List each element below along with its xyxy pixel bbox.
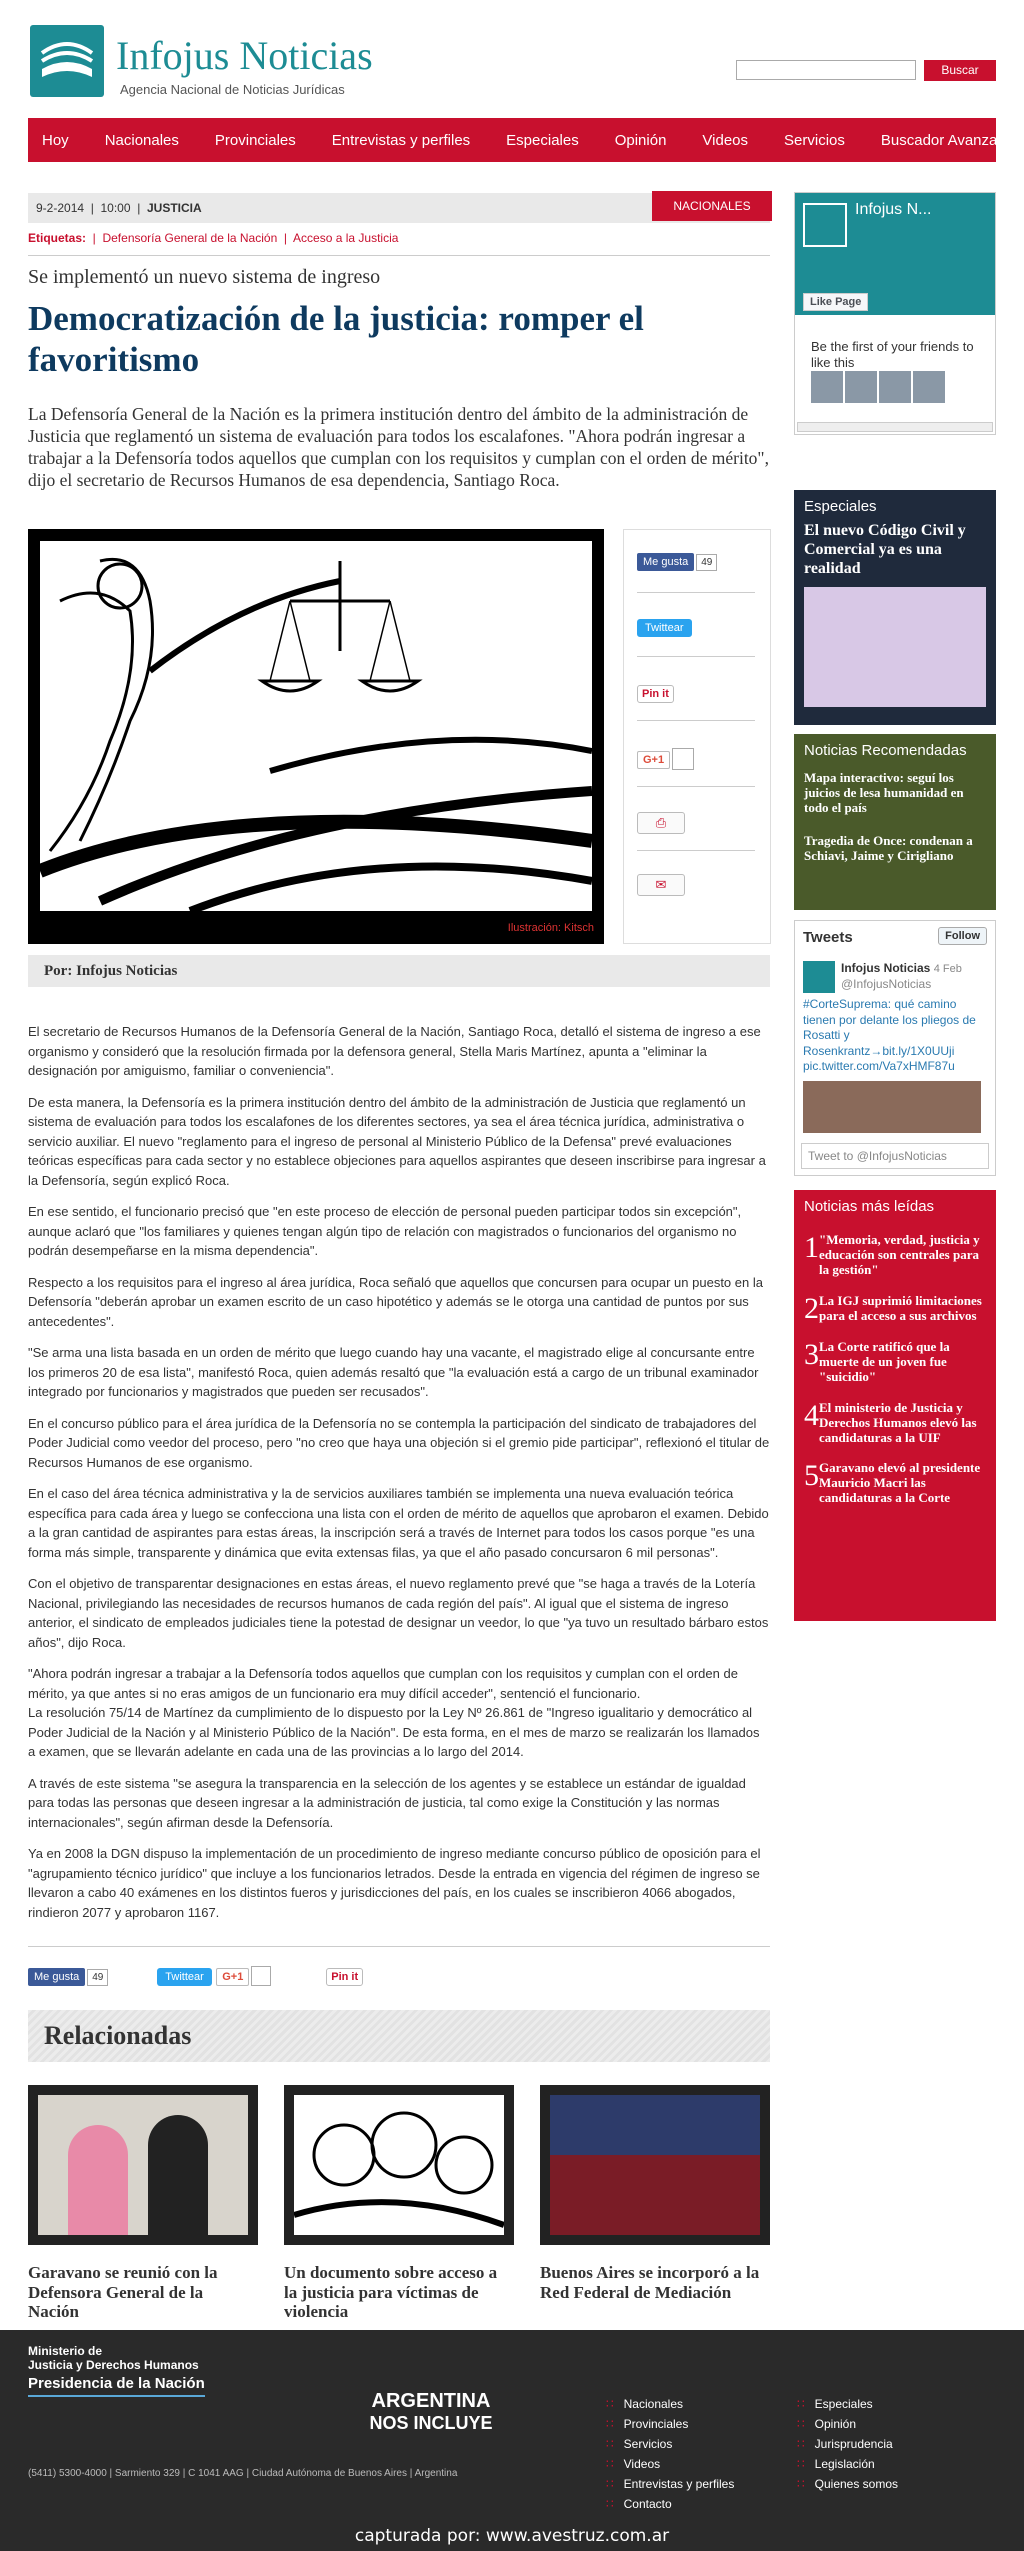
recommended-item[interactable]: Tragedia de Once: condenan a Schiavi, Jaime y Cirigliano [804,832,973,863]
main-nav [28,118,1015,162]
most-read-item[interactable] [794,1334,996,1395]
paragraph: En el caso del área técnica administrativa y la de servicios auxiliares también se implementa una nueva evaluación teórica específica para cada área y luego se confecciona una lista con el orden de mérito de aquellos que aprobaron el examen. Debido a la gran cantidad de aspirantes para estas áreas, la inscripción será a través de Internet para todos los casos porque "es una forma más simple, transparente y dinámica que evita extensas filas, ya que el año pasado concursaron 6 mil personas". [28,1486,769,1560]
paragraph: Respecto a los requisitos para el ingreso al área jurídica, Roca señaló que aquellos que concursen para ocupar un puesto en la Defensoría "deberán aprobar un examen escrito de un caso hipotético y además se le otorga una cantidad de puntos por sus antecedentes". [28,1274,763,1329]
tweet-handle[interactable]: @InfojusNoticias [841,976,932,991]
footer-link[interactable]: ∷ Entrevistas y perfiles [606,2474,734,2494]
tweet-text: #CorteSuprema: qué camino tienen por delante los pliegos de Rosatti y Rosenkrantz→bit.ly/1X0UUji pic.twitter.com/Va7xHMF87u [803,997,976,1074]
tweets-heading: Tweets [803,929,853,946]
gplus-button[interactable]: G+1 [637,751,670,769]
search-button[interactable]: Buscar [924,60,996,81]
footer-link[interactable]: ∷ Contacto [606,2494,734,2514]
footer-link[interactable]: ∷ Nacionales [606,2394,734,2414]
most-read-box [794,1190,996,1621]
follow-button[interactable]: Follow [938,927,987,945]
footer-link[interactable]: ∷ Especiales [797,2394,898,2414]
divider [28,1946,770,1947]
divider [637,720,755,721]
search-input[interactable] [736,60,916,80]
print-icon[interactable]: ⎙ [637,812,685,834]
gplus-count [251,1966,271,1986]
site-logo[interactable] [28,22,408,102]
article-section: JUSTICIA [146,201,202,215]
brand-name: Infojus Noticias [116,33,373,78]
article-kicker: Se implementó un nuevo sistema de ingreso [28,266,381,288]
footer-links-col1 [606,2394,734,2514]
slogan-logo [366,2390,496,2434]
nav-item-opinion[interactable]: Opinión [614,131,667,149]
fb-like-row [637,552,755,571]
related-title[interactable]: Un documento sobre acceso a la justicia para víctimas de violencia [284,2263,498,2322]
slogan-line: NOS INCLUYE [369,2413,493,2433]
footer-link[interactable]: ∷ Opinión [797,2414,898,2434]
recommended-item[interactable]: Mapa interactivo: seguí los juicios de lesa humanidad en todo el país [804,770,964,815]
twitter-widget [794,920,996,1176]
related-title[interactable]: Buenos Aires se incorporó a la Red Federal de Mediación [540,2263,760,2302]
related-photo [284,2085,514,2245]
facebook-widget [794,192,996,435]
avatar[interactable] [913,371,945,403]
avatar[interactable] [811,371,843,403]
most-read-title[interactable]: Garavano elevó al presidente Mauricio Macri las candidaturas a la Corte [819,1460,981,1506]
tweet-user[interactable]: Infojus Noticias [841,961,931,975]
ministry-logo[interactable] [28,2344,205,2397]
gplus-button[interactable]: G+1 [216,1968,249,1986]
lady-justice-illustration [40,541,592,911]
book-logo-icon [30,25,104,97]
fb-page-name[interactable]: Infojus N... [855,201,932,218]
nav-item-videos[interactable]: Videos [702,131,749,149]
slogan-line: ARGENTINA [371,2390,491,2412]
divider [637,786,755,787]
nav-item-servicios[interactable]: Servicios [784,131,845,149]
fb-friends-text: Be the first of your friends to like this [811,339,974,370]
tag-link[interactable]: Defensoría General de la Nación [102,231,278,245]
tweet-compose-input[interactable]: Tweet to @InfojusNoticias [801,1143,989,1169]
divider [28,255,770,256]
most-read-heading: Noticias más leídas [804,1198,935,1215]
fb-cover[interactable] [795,193,995,315]
paragraph: El secretario de Recursos Humanos de la Defensoría General de la Nación, Santiago Roca, detalló el sistema de ingreso a ese organismo y consideró que la resolución firmada por la defensora general, Stella Maris Martínez, apunta a "eliminar la designación por amiguismo, familiar o conveniencia". [28,1024,761,1078]
tweet [803,961,981,1133]
tweet-button[interactable]: Twittear [157,1968,212,1986]
especiales-box[interactable] [794,490,996,725]
nav-item-nacionales[interactable]: Nacionales [104,131,179,149]
brand-tagline: Agencia Nacional de Noticias Jurídicas [120,82,345,97]
rank-number: 1 [804,1231,819,1264]
bottom-share-bar [28,1966,448,1988]
most-read-item[interactable] [794,1227,996,1288]
tweet-button[interactable]: Twittear [637,619,692,637]
most-read-item[interactable] [794,1455,996,1516]
article-body [28,1022,770,1934]
article-date: 9-2-2014 [36,201,85,215]
divider [637,592,755,593]
related-heading: Relacionadas [28,2010,770,2062]
fb-like-button[interactable]: Me gusta [28,1968,85,1986]
paragraph: "Se arma una lista basada en un orden de mérito que luego cuando hay una vacante, el magistrado elige al concursante entre los primeros 20 de esa lista", manifestó Roca, quien además resaltó que "la evaluación está a cargo de un tribunal examinador integrado por funcionarios y magistrados que pueden ser recusados". [28,1345,759,1399]
footer-link[interactable]: ∷ Legislación [797,2454,898,2474]
paragraph: A través de este sistema "se asegura la transparencia en la selección de los agentes y se establece un estándar de igualdad para todas las personas que deseen ingresar a la administración de justicia, tal como exige la Constitución y las normas internacionales", según afirman desde la Defensoría. [28,1775,746,1830]
related-photo [28,2085,258,2245]
pinterest-button[interactable]: Pin it [637,685,674,703]
footer-address: (5411) 5300-4000 | Sarmiento 329 | C 1041 AAG | Ciudad Autónoma de Buenos Aires | Argentina [28,2468,458,2479]
recommended-box [794,734,996,910]
related-photo [540,2085,770,2245]
tweet-date: 4 Feb [933,963,962,975]
tag-link[interactable]: Acceso a la Justicia [293,231,399,245]
related-item[interactable] [540,2085,770,2302]
presidency-line: Presidencia de la Nación [28,2375,205,2397]
fb-faces [811,371,945,403]
most-read-title[interactable]: La Corte ratificó que la muerte de un joven fue "suicidio" [819,1338,950,1384]
tweet-photo[interactable] [803,1081,981,1133]
rank-number: 5 [804,1459,819,1493]
article-title: Democratización de la justicia: romper el favoritismo [28,299,644,380]
footer-link[interactable]: ∷ Jurisprudencia [797,2434,898,2454]
nav-item-hoy[interactable]: Hoy [42,131,69,149]
especiales-image [804,587,986,707]
footer-link[interactable]: ∷ Servicios [606,2434,734,2454]
rank-number: 4 [804,1398,819,1432]
most-read-title[interactable]: "Memoria, verdad, justicia y educación son centrales para la gestión" [819,1232,980,1277]
most-read-title[interactable]: La IGJ suprimió limitaciones para el acceso a sus archivos [819,1292,982,1323]
like-count: 49 [87,1969,108,1986]
article-lead: La Defensoría General de la Nación es la primera institución dentro del ámbito de la administración de Justicia que reglamentó un sistema de evaluación para todos los escalafones. "Ahora podrán ingresar a trabajar a la Defensoría todos aquellos que cumplan con los requisitos y cumplan con el orden de mérito", dijo el secretario de Recursos Humanos de esa dependencia, Santiago Roca. [28,404,769,490]
related-item[interactable] [28,2085,258,2322]
article-image [28,529,604,944]
ministry-line: Justicia y Derechos Humanos [28,2358,199,2373]
recommended-heading: Noticias Recomendadas [804,742,967,759]
paragraph: "Ahora podrán ingresar a trabajar a la Defensoría todos aquellos que cumplan con los requisitos y cumplan con el orden de mérito, ya que antes si no eras amigos de un funcionario era muy difícil acceder", sentenció el funcionario. La resolución 75/14 de Martínez da cumplimiento de lo dispuesto por la Ley Nº 26.861 de "Ingreso igualitario y democrático al Poder Judicial de la Nación y al Ministerio Público de la Nación". De esta forma, en el mes de marzo se realizarán los llamados a examen, que se llevarán adelante en cada una de las provincias a lo largo del 2014. [28,1666,760,1759]
article-meta: 9-2-2014 | 10:00 | JUSTICIA [28,193,770,223]
email-icon[interactable]: ✉ [637,874,685,896]
section-badge[interactable]: NACIONALES [652,191,772,221]
footer-link[interactable]: ∷ Videos [606,2454,734,2474]
related-title[interactable]: Garavano se reunió con la Defensora General de la Nación [28,2263,218,2322]
scrollbar[interactable] [797,422,993,432]
footer-link[interactable]: ∷ Provinciales [606,2414,734,2434]
paragraph: En el concurso público para el área jurídica de la Defensoría no se contempla la participación del sindicato de trabajadores del Poder Judicial como veedor del proceso, pero "no creo que haya una objeción si el gremio pide participar", reflexionó el titular de Recursos Humanos de ese organismo. [28,1415,770,1470]
avatar[interactable] [803,961,835,993]
avatar[interactable] [845,371,877,403]
ministry-line: Ministerio de [28,2344,103,2358]
most-read-title[interactable]: El ministerio de Justicia y Derechos Humanos elevó las candidaturas a la UIF [819,1399,977,1445]
rank-number: 2 [804,1291,819,1325]
like-count: 49 [696,554,717,571]
paragraph: De esta manera, la Defensoría es la primera institución dentro del ámbito de la administración de Justicia que reglamentó un sistema de evaluación para todos los escalafones de los diferentes sectores, ya sea el área técnica jurídica, administrativa o servicio auxiliar. El nuevo "reglamento para el ingreso de personal al Ministerio Público de la Defensa" prevé evaluaciones teóricas específicas para cada sector y no establece objeciones para aquellos aspirantes que deseen inscribirse para ingresar a la Defensoría, según explicó Roca. [28,1094,766,1188]
avatar[interactable] [879,371,911,403]
paragraph: Con el objetivo de transparentar designaciones en estas áreas, el nuevo reglamento prevé que "se haga a través de la Lotería Nacional, privilegiando las necesidades de recursos humanos de cada región del país". Al igual que el sistema de ingreso anterior, el sindicato de empleados judiciales tiene la potestad de designar un veedor, lo que "ya tuvo un resultado bárbaro estos años", dijo Roca. [28,1576,769,1650]
paragraph: Ya en 2008 la DGN dispuso la implementación de un procedimiento de ingreso mediante concurso público de oposición para el "agrupamiento técnico jurídico" que incluye a los funcionarios letrados. Desde la entrada en vigencia del régimen de ingreso se llevaron a cabo 40 exámenes en los distintos fueros y jurisdicciones del país, en los cuales se inscribieron 4066 abogados, rindieron 2077 y aprobaron 1167. [28,1846,761,1920]
especiales-heading: Especiales [804,498,877,515]
footer-links-col2 [797,2394,898,2494]
site-footer [0,2330,1024,2551]
divider [637,850,755,851]
especiales-title[interactable]: El nuevo Código Civil y Comercial ya es una realidad [804,522,966,578]
byline: Por: Infojus Noticias [28,955,770,987]
capture-credit: capturada por: www.avestruz.com.ar [354,2526,670,2546]
pinterest-button[interactable]: Pin it [326,1968,363,1986]
fb-like-page-button[interactable]: Like Page [803,293,868,311]
nav-item-provinciales[interactable]: Provinciales [214,131,296,149]
gplus-count [672,748,694,770]
divider [637,656,755,657]
rank-number: 3 [804,1337,819,1371]
tags-row: Etiquetas: | Defensoría General de la Nación | Acceso a la Justicia [28,231,399,245]
image-credit: Ilustración: Kitsch [507,922,594,934]
most-read-item[interactable] [794,1288,996,1334]
related-item[interactable] [284,2085,514,2322]
nav-item-especiales[interactable]: Especiales [506,131,579,149]
fb-like-button[interactable]: Me gusta [637,553,694,571]
tags-label: Etiquetas: [28,231,87,245]
footer-link[interactable]: ∷ Quienes somos [797,2474,898,2494]
most-read-item[interactable] [794,1395,996,1456]
article-time: 10:00 [100,201,131,215]
page-logo-icon [803,203,847,247]
share-panel [623,529,771,944]
nav-item-buscador[interactable]: Buscador Avanzado [880,131,1015,149]
paragraph: En ese sentido, el funcionario precisó que "en este proceso de elección de personal pueden participar todos sin excepción", aunque aclaró que "los familiares y quienes tengan algún tipo de relación con magistrados o funcionarios del organismo no podrán desempeñarse en la misma dependencia". [28,1204,742,1258]
nav-item-entrevistas[interactable]: Entrevistas y perfiles [331,131,471,149]
